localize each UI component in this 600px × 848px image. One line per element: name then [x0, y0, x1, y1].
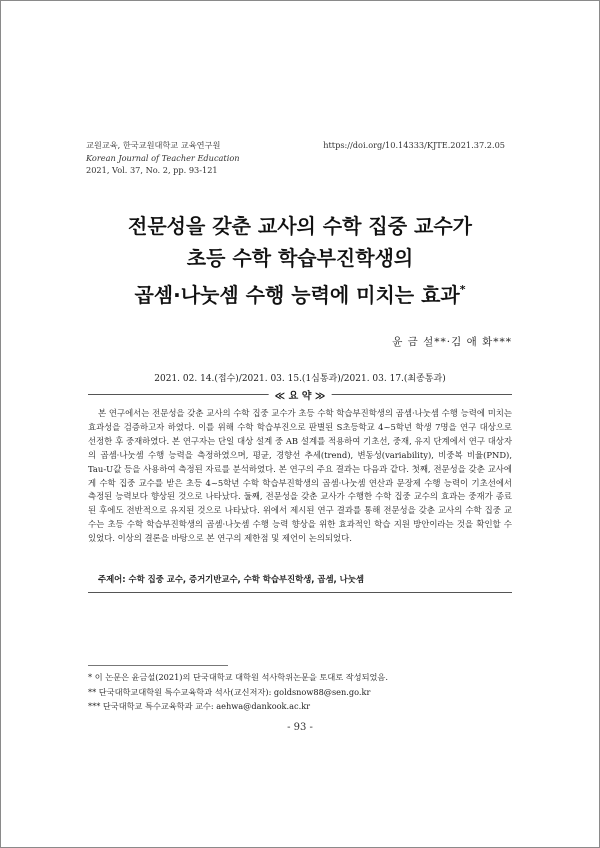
- abstract-text: 본 연구에서는 전문성을 갖춘 교사의 수학 집중 교수가 초등 수학 학습부진학생의 곱셈·나눗셈 수행 능력에 미치는 효과성을 검증하고자 하였다. 이를 위해 수학 학습부진으로 판별된 S초등학교 4~5학년 학생 7명을 연구 대상으로 선정한 후 중재하였다. 본 연구자는 단일 대상 설계 중 AB 설계를 적용하여 기초선, 중재, 유지 단계에서 연구 대상자의 곱셈·나눗셈 수행 능력을 측정하였으며, 평균, 경향선 추세(trend), 변동성(variability), 비중복 비율(PND), Tau-U값 등을 사용하여 측정된 자료를 분석하였다. 본 연구의 주요 결과는 다음과 같다. 첫째, 전문성을 갖춘 교사에게 수학 집중 교수를 받은 초등 4~5학년 수학 학습부진학생의 곱셈·나눗셈 연산과 문장제 수행 능력이 기초선에서 측정된 능력보다 향상된 것으로 나타났다. 둘째, 전문성을 갖춘 교사가 수행한 수학 집중 교수의 효과는 중재가 종료된 후에도 전반적으로 유지된 것으로 나타났다. 위에서 제시된 연구 결과를 통해 전문성을 갖춘 교사의 수학 집중 교수는 초등 수학 학습부진학생의 곱셈·나눗셈 수행 능력 향상을 위한 효과적인 학습 지원 방안이라는 것을 확인할 수 있었다. 이상의 결론을 바탕으로 본 연구의 제한점 및 제언이 논의되었다.: [88, 408, 512, 544]
- journal-header: [86, 139, 240, 177]
- doi-link[interactable]: https://doi.org/10.14333/KJTE.2021.37.2.05: [323, 140, 505, 150]
- title-footnote-mark: *: [459, 283, 466, 296]
- submission-dates: 2021. 02. 14.(접수)/2021. 03. 15.(1심통과)/2021. 03. 17.(최종통과): [154, 374, 446, 384]
- footnotes: [88, 670, 518, 714]
- title-line-3: 곱셈·나눗셈 수행 능력에 미치는 효과*: [134, 283, 466, 307]
- abstract-heading: [88, 388, 512, 401]
- title-line-1: 전문성을 갖춘 교사의 수학 집중 교수가: [128, 214, 472, 238]
- journal-name-en: Korean Journal of Teacher Education: [86, 152, 240, 163]
- authors: 윤 금 설**·김 애 화***: [392, 336, 512, 348]
- footnote-3: *** 단국대학교 특수교육학과 교수: aehwa@dankook.ac.kr: [88, 701, 311, 711]
- page-number: - 93 -: [287, 722, 313, 733]
- journal-name-kr: 교원교육, 한국교원대학교 교육연구원: [86, 140, 221, 150]
- paper-title: [40, 210, 560, 311]
- footnote-2: ** 단국대학교대학원 특수교육학과 석사(교신저자): goldsnow88@sen.go.kr: [88, 686, 371, 697]
- footnote-rule: [88, 665, 228, 666]
- footnote-1: * 이 논문은 윤금설(2021)의 단국대학교 대학원 석사학위논문을 토대로 작성되었음.: [88, 672, 388, 682]
- abstract-label: ≪ 요 약 ≫: [269, 387, 332, 402]
- citation: 2021, Vol. 37, No. 2, pp. 93-121: [86, 165, 218, 175]
- abstract-bottom-rule: [88, 592, 512, 593]
- keywords: 주제어: 수학 집중 교수, 증거기반교수, 수학 학습부진학생, 곱셈, 나눗셈: [98, 574, 364, 584]
- title-line-2: 초등 수학 학습부진학생의: [186, 246, 414, 270]
